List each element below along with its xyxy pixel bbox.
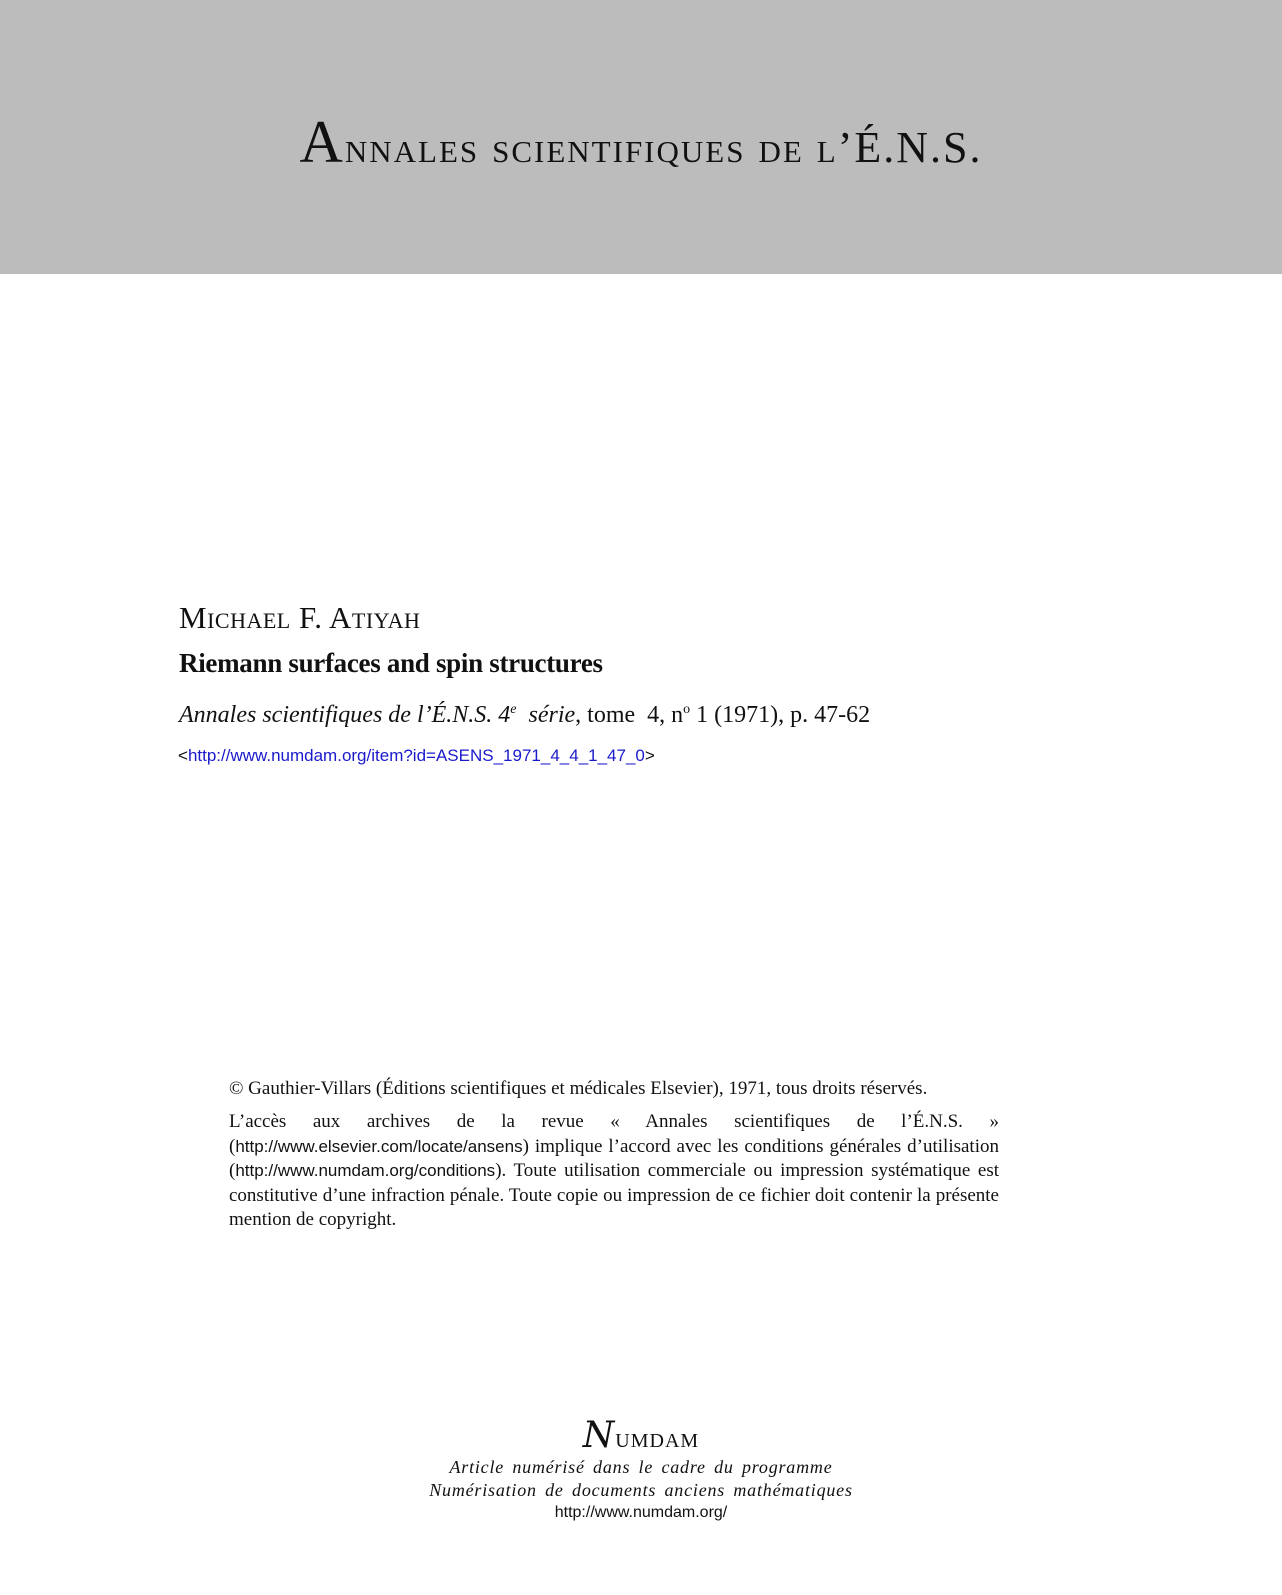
conditions-link[interactable]: http://www.numdam.org/conditions — [235, 1161, 496, 1180]
article-url-line — [178, 746, 655, 766]
citation-pages: 1 (1971), p. 47-62 — [690, 702, 871, 728]
journal-title-initial: A — [299, 109, 345, 175]
citation-series-sup: e — [510, 702, 517, 717]
url-close-bracket: > — [644, 746, 655, 765]
numdam-tagline-1: Article numérisé dans le cadre du programme — [449, 1457, 833, 1477]
paper-title: Riemann surfaces and spin structures — [179, 648, 603, 678]
citation-number-sup: o — [683, 702, 691, 717]
numdam-tagline-2: Numérisation de documents anciens mathématiques — [429, 1480, 853, 1500]
journal-title-rest: nnales scientifiques de l’É.N.S. — [344, 123, 983, 172]
journal-header-band — [0, 0, 1282, 274]
numdam-logo — [0, 1415, 1282, 1456]
copyright-line: © Gauthier-Villars (Éditions scientifiques et médicales Elsevier), 1971, tous droits réservés. — [229, 1078, 928, 1099]
access-text-1: L’accès aux archives de la revue « Annales scientifiques de l’É.N.S. » ( — [229, 1111, 999, 1157]
numdam-logo-initial: N — [582, 1415, 616, 1456]
citation-journal: Annales scientifiques de l’É.N.S. 4 — [179, 702, 511, 728]
url-open-bracket: < — [178, 746, 188, 765]
citation-series: série — [528, 702, 576, 728]
elsevier-link[interactable]: http://www.elsevier.com/locate/ansens — [235, 1136, 523, 1156]
citation-tome: , tome 4, n — [575, 702, 684, 728]
access-conditions-paragraph — [229, 1110, 999, 1233]
access-text-3: ). Toute utilisation commerciale ou impression systématique est constitutive d’une infraction pénale. Toute copie ou impression de ce fichier doit contenir la présente mention de copyright. — [229, 1160, 999, 1230]
numdam-footer — [0, 1415, 1282, 1524]
access-text-2: ) implique l’accord avec les conditions générales d’utilisation ( — [229, 1135, 999, 1181]
journal-title — [0, 108, 1282, 177]
copyright-block — [229, 1078, 999, 1233]
numdam-logo-rest: umdam — [615, 1423, 700, 1454]
numdam-url-link[interactable]: http://www.numdam.org/ — [554, 1504, 728, 1521]
citation — [179, 702, 870, 729]
author-name: Michael F. Atiyah — [179, 600, 421, 635]
article-url-link[interactable]: http://www.numdam.org/item?id=ASENS_1971_4_4_1_47_0 — [187, 746, 645, 765]
